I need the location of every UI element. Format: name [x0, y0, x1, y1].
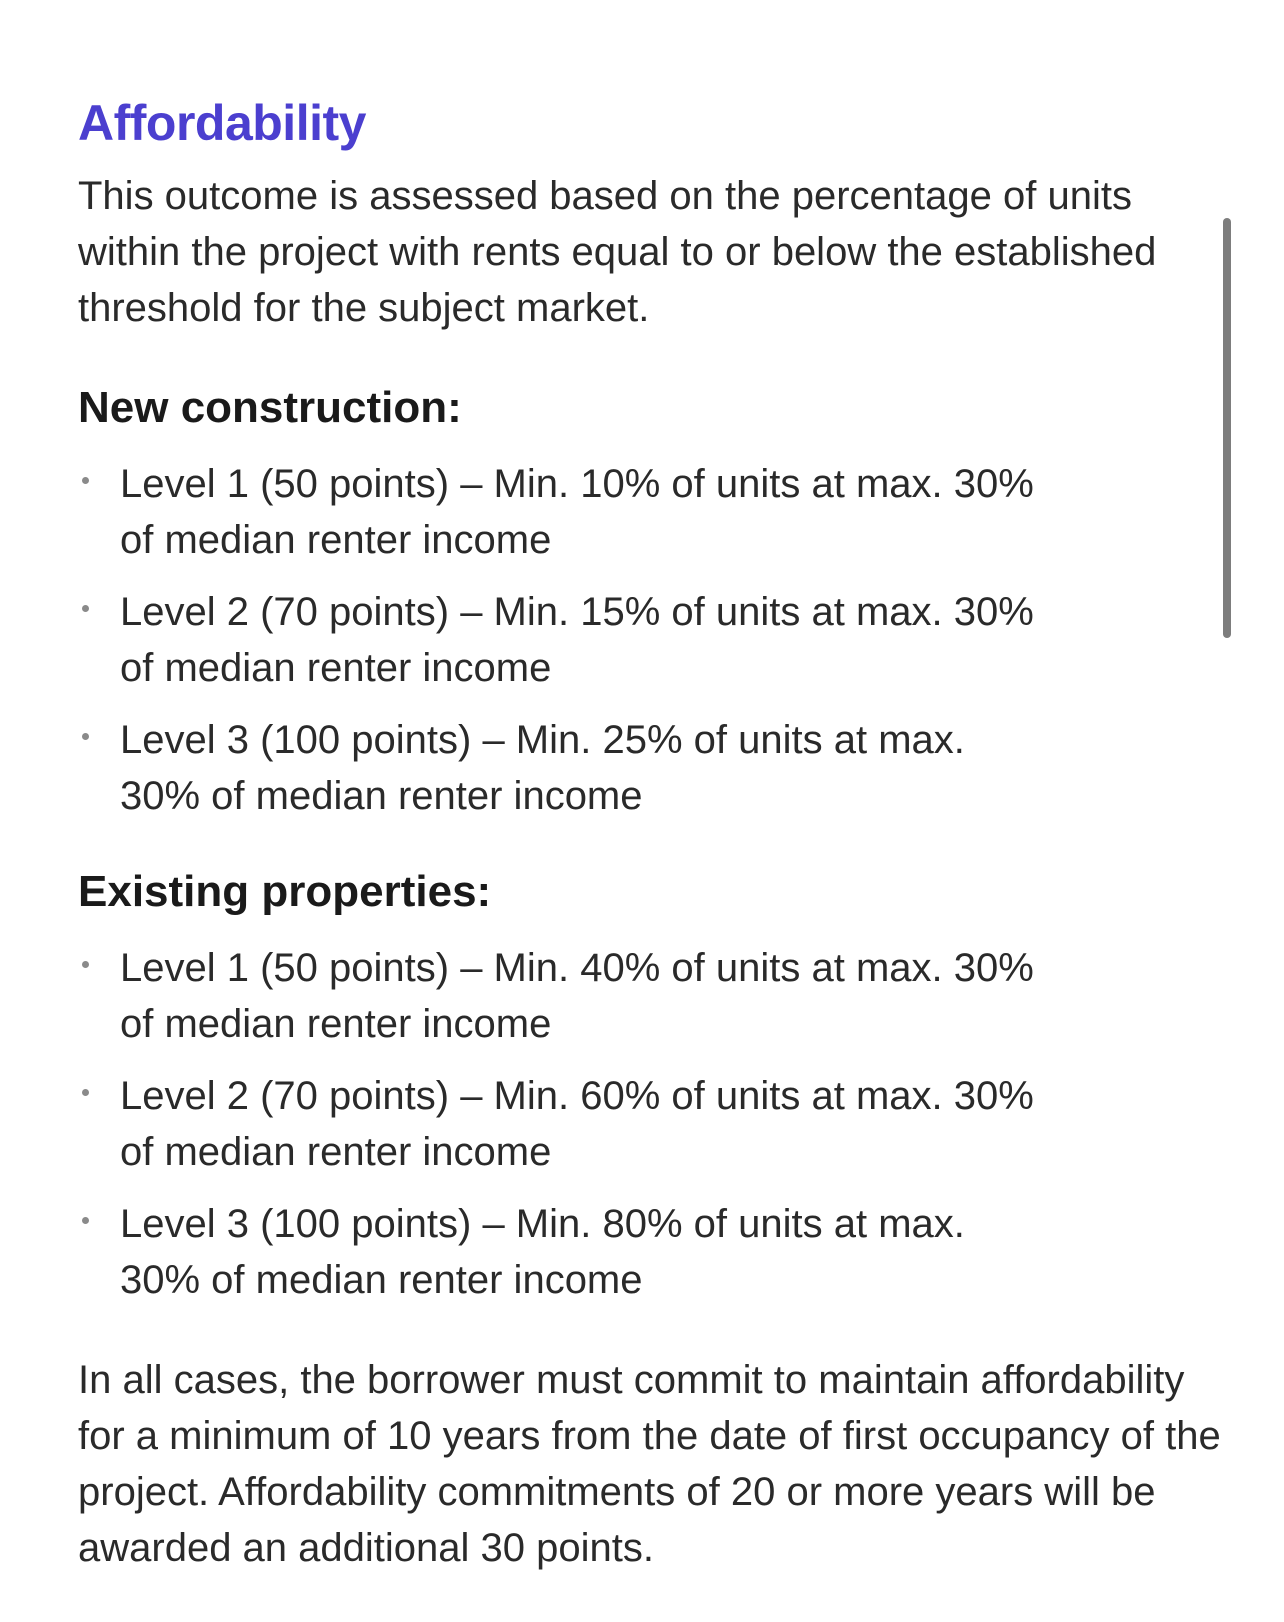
bullet-icon — [82, 961, 89, 968]
bullet-icon — [82, 1217, 89, 1224]
list-item — [78, 584, 1040, 696]
list-item — [78, 456, 1040, 568]
list-item — [78, 712, 1040, 824]
bullet-icon — [82, 477, 89, 484]
new-construction-list — [78, 456, 1228, 824]
intro-paragraph: This outcome is assessed based on the percentage of units within the project with rents equal to or below the established threshold for the subject market. — [78, 174, 1157, 330]
list-item-text: Level 3 (100 points) – Min. 80% of units at max. 30% of median renter income — [120, 1202, 965, 1302]
list-item — [78, 940, 1040, 1052]
list-item — [78, 1196, 1040, 1308]
vertical-scrollbar[interactable] — [1223, 218, 1231, 638]
list-item-text: Level 1 (50 points) – Min. 10% of units at max. 30% of median renter income — [120, 462, 1034, 562]
bullet-icon — [82, 605, 89, 612]
list-item-text: Level 1 (50 points) – Min. 40% of units at max. 30% of median renter income — [120, 946, 1034, 1046]
existing-properties-list — [78, 940, 1228, 1308]
section-heading-new-construction: New construction: — [78, 383, 462, 432]
page-title: Affordability — [78, 95, 366, 151]
bullet-icon — [82, 733, 89, 740]
closing-paragraph: In all cases, the borrower must commit to maintain affordability for a minimum of 10 years from the date of first occupancy of the project. Affordability commitments of 20 or more years will be awarded an additional 30 points. — [78, 1358, 1221, 1570]
list-item-text: Level 3 (100 points) – Min. 25% of units at max. 30% of median renter income — [120, 718, 965, 818]
list-item-text: Level 2 (70 points) – Min. 15% of units at max. 30% of median renter income — [120, 590, 1034, 690]
document-content — [78, 92, 1228, 1576]
list-item-text: Level 2 (70 points) – Min. 60% of units at max. 30% of median renter income — [120, 1074, 1034, 1174]
list-item — [78, 1068, 1040, 1180]
bullet-icon — [82, 1089, 89, 1096]
section-heading-existing-properties: Existing properties: — [78, 867, 492, 916]
